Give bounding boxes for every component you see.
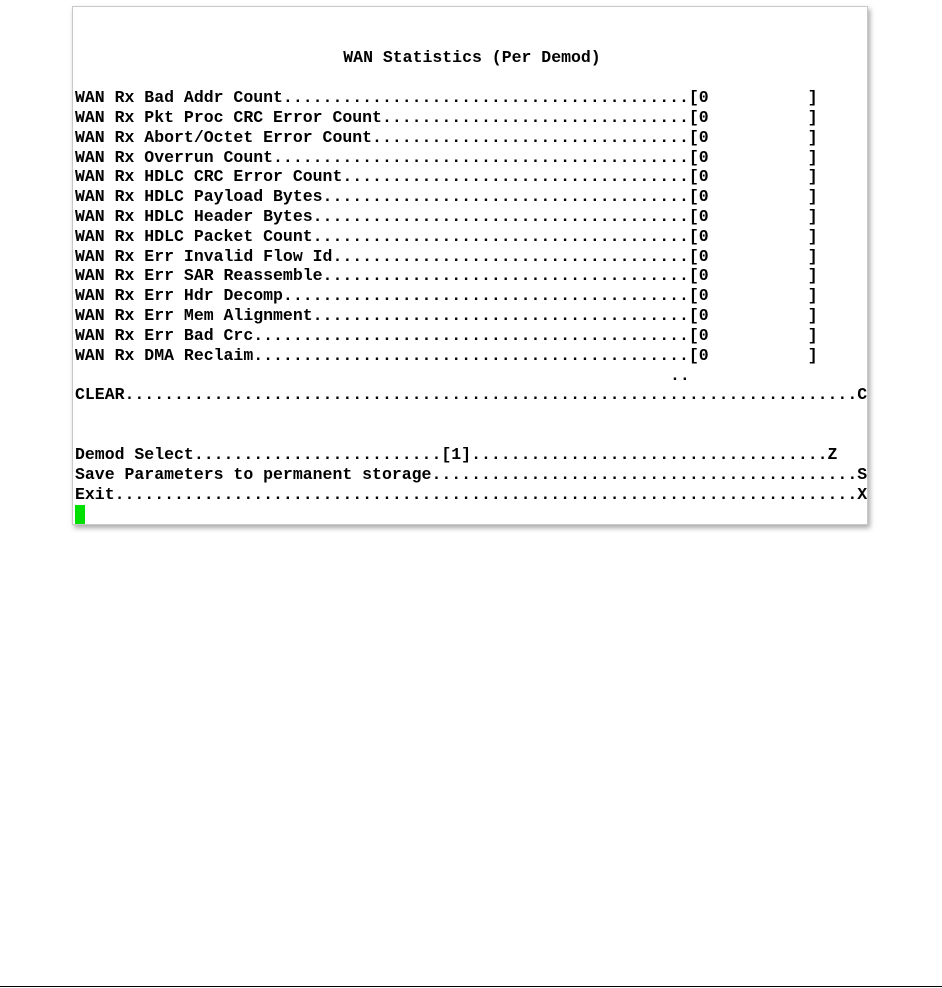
- save-parameters-option[interactable]: Save Parameters to permanent storage...........................................S: [75, 465, 868, 484]
- page-title: WAN Statistics (Per Demod): [343, 48, 601, 67]
- stat-err-mem-alignment: WAN Rx Err Mem Alignment......................................[0 ]: [75, 306, 818, 325]
- clear-option[interactable]: CLEAR..........................................................................C: [75, 385, 868, 404]
- stat-abort-octet-error-count: WAN Rx Abort/Octet Error Count................................[0 ]: [75, 128, 818, 147]
- stat-overrun-count: WAN Rx Overrun Count..........................................[0 ]: [75, 148, 818, 167]
- stat-err-hdr-decomp: WAN Rx Err Hdr Decomp.........................................[0 ]: [75, 286, 818, 305]
- stat-hdlc-packet-count: WAN Rx HDLC Packet Count......................................[0 ]: [75, 227, 818, 246]
- stat-err-invalid-flow-id: WAN Rx Err Invalid Flow Id....................................[0 ]: [75, 247, 818, 266]
- stat-dma-reclaim: WAN Rx DMA Reclaim............................................[0 ]: [75, 346, 818, 365]
- exit-option[interactable]: Exit...........................................................................X: [75, 485, 868, 504]
- stat-hdlc-payload-bytes: WAN Rx HDLC Payload Bytes.....................................[0 ]: [75, 187, 818, 206]
- terminal-window: [72, 6, 868, 525]
- stat-bad-addr-count: WAN Rx Bad Addr Count.........................................[0 ]: [75, 88, 818, 107]
- text-cursor: [75, 505, 85, 524]
- page-divider: [0, 986, 942, 987]
- stat-err-sar-reassemble: WAN Rx Err SAR Reassemble.....................................[0 ]: [75, 266, 818, 285]
- stat-hdlc-crc-error-count: WAN Rx HDLC CRC Error Count...................................[0 ]: [75, 167, 818, 186]
- stat-hdlc-header-bytes: WAN Rx HDLC Header Bytes......................................[0 ]: [75, 207, 818, 226]
- dots-fragment: ..: [670, 366, 690, 385]
- demod-select-option[interactable]: Demod Select.........................[1]....................................Z: [75, 445, 838, 464]
- stat-err-bad-crc: WAN Rx Err Bad Crc............................................[0 ]: [75, 326, 818, 345]
- stat-pkt-proc-crc-error-count: WAN Rx Pkt Proc CRC Error Count...............................[0 ]: [75, 108, 818, 127]
